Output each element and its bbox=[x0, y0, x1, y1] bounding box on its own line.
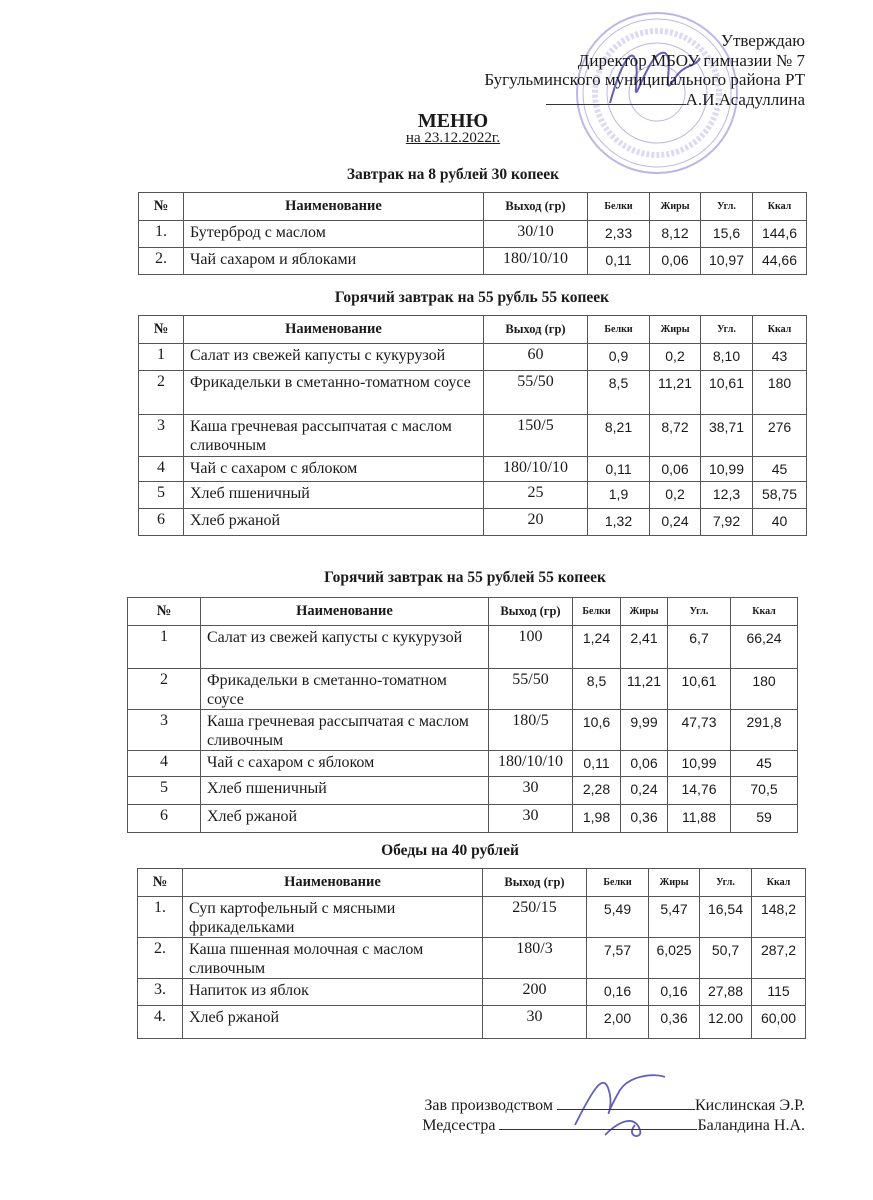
dish-name: Чай с сахаром с яблоком bbox=[184, 457, 484, 482]
row-number: 1 bbox=[139, 344, 184, 371]
fat-value: 9,99 bbox=[621, 710, 668, 751]
section-title: Завтрак на 8 рублей 30 копеек bbox=[346, 166, 560, 183]
footer-name-2: Баландина Н.А. bbox=[697, 1117, 805, 1134]
dish-name: Хлеб пшеничный bbox=[201, 777, 489, 805]
kcal-value: 287,2 bbox=[752, 938, 806, 979]
column-header-protein: Белки bbox=[588, 316, 650, 344]
fat-value: 6,025 bbox=[649, 938, 700, 979]
page-title: МЕНЮ bbox=[417, 110, 489, 132]
column-header-num: № bbox=[139, 316, 184, 344]
dish-name: Напиток из яблок bbox=[183, 979, 483, 1006]
footer-line-2 bbox=[422, 1115, 805, 1136]
carbs-value: 6,7 bbox=[668, 626, 731, 669]
dish-name: Чай с сахаром с яблоком bbox=[201, 751, 489, 777]
carbs-value: 10,97 bbox=[701, 248, 753, 275]
row-number: 1. bbox=[139, 221, 184, 248]
carbs-value: 10,61 bbox=[668, 669, 731, 710]
column-header-protein: Белки bbox=[587, 869, 649, 897]
row-number: 2. bbox=[138, 938, 183, 979]
table-header-row bbox=[128, 598, 798, 626]
protein-value: 0,11 bbox=[588, 457, 650, 482]
column-header-name: Наименование bbox=[183, 869, 483, 897]
row-number: 3 bbox=[128, 710, 201, 751]
kcal-value: 45 bbox=[731, 751, 798, 777]
table-row bbox=[139, 221, 807, 248]
approval-block bbox=[484, 31, 805, 109]
column-header-kcal: Ккал bbox=[752, 869, 806, 897]
dish-name: Каша гречневая рассыпчатая с маслом сливочным bbox=[184, 415, 484, 457]
output-weight: 30 bbox=[483, 1006, 587, 1039]
carbs-value: 8,10 bbox=[701, 344, 753, 371]
output-weight: 55/50 bbox=[489, 669, 573, 710]
kcal-value: 70,5 bbox=[731, 777, 798, 805]
output-weight: 200 bbox=[483, 979, 587, 1006]
dish-name: Фрикадельки в сметанно-томатном соусе bbox=[184, 371, 484, 415]
table-row bbox=[139, 371, 807, 415]
fat-value: 0,36 bbox=[621, 805, 668, 833]
fat-value: 0,2 bbox=[650, 482, 701, 509]
approval-line-2: Директор МБОУ гимназии № 7 bbox=[577, 50, 805, 70]
kcal-value: 144,6 bbox=[753, 221, 807, 248]
table-row bbox=[128, 710, 798, 751]
column-header-output: Выход (гр) bbox=[484, 316, 588, 344]
column-header-fat: Жиры bbox=[649, 869, 700, 897]
section-title: Горячий завтрак на 55 рублей 55 копеек bbox=[324, 569, 606, 586]
carbs-value: 12.00 bbox=[700, 1006, 752, 1039]
dish-name: Чай сахаром и яблоками bbox=[184, 248, 484, 275]
column-header-num: № bbox=[138, 869, 183, 897]
kcal-value: 40 bbox=[753, 509, 807, 536]
row-number: 3 bbox=[139, 415, 184, 457]
dish-name: Салат из свежей капусты с кукурузой bbox=[184, 344, 484, 371]
carbs-value: 10,61 bbox=[701, 371, 753, 415]
output-weight: 180/10/10 bbox=[484, 457, 588, 482]
column-header-protein: Белки bbox=[588, 193, 650, 221]
protein-value: 1,9 bbox=[588, 482, 650, 509]
section-title: Обеды на 40 рублей bbox=[381, 842, 519, 859]
output-weight: 100 bbox=[489, 626, 573, 669]
kcal-value: 180 bbox=[731, 669, 798, 710]
column-header-num: № bbox=[128, 598, 201, 626]
table-row bbox=[139, 457, 807, 482]
protein-value: 0,16 bbox=[587, 979, 649, 1006]
kcal-value: 43 bbox=[753, 344, 807, 371]
table-header-row bbox=[139, 316, 807, 344]
table-header-row bbox=[139, 193, 807, 221]
section-title: Горячий завтрак на 55 рубль 55 копеек bbox=[334, 289, 610, 306]
dish-name: Хлеб ржаной bbox=[201, 805, 489, 833]
dish-name: Фрикадельки в сметанно-томатном соусе bbox=[201, 669, 489, 710]
signature-line bbox=[499, 1115, 697, 1130]
fat-value: 5,47 bbox=[649, 897, 700, 938]
column-header-fat: Жиры bbox=[650, 316, 701, 344]
fat-value: 0,24 bbox=[621, 777, 668, 805]
row-number: 6 bbox=[139, 509, 184, 536]
column-header-fat: Жиры bbox=[621, 598, 668, 626]
carbs-value: 27,88 bbox=[700, 979, 752, 1006]
approval-line-3: Бугульминского муниципального района РТ bbox=[484, 70, 805, 89]
table-row bbox=[139, 344, 807, 371]
output-weight: 60 bbox=[484, 344, 588, 371]
carbs-value: 11,88 bbox=[668, 805, 731, 833]
output-weight: 180/5 bbox=[489, 710, 573, 751]
output-weight: 180/3 bbox=[483, 938, 587, 979]
protein-value: 0,11 bbox=[588, 248, 650, 275]
protein-value: 5,49 bbox=[587, 897, 649, 938]
output-weight: 250/15 bbox=[483, 897, 587, 938]
dish-name: Каша пшенная молочная с маслом сливочным bbox=[183, 938, 483, 979]
column-header-name: Наименование bbox=[184, 316, 484, 344]
kcal-value: 45 bbox=[753, 457, 807, 482]
column-header-kcal: Ккал bbox=[753, 193, 807, 221]
kcal-value: 60,00 bbox=[752, 1006, 806, 1039]
row-number: 2 bbox=[139, 371, 184, 415]
protein-value: 1,98 bbox=[573, 805, 621, 833]
carbs-value: 50,7 bbox=[700, 938, 752, 979]
row-number: 5 bbox=[139, 482, 184, 509]
table-row bbox=[138, 897, 806, 938]
table-row bbox=[139, 482, 807, 509]
carbs-value: 47,73 bbox=[668, 710, 731, 751]
protein-value: 8,5 bbox=[588, 371, 650, 415]
protein-value: 0,9 bbox=[588, 344, 650, 371]
carbs-value: 15,6 bbox=[701, 221, 753, 248]
dish-name: Суп картофельный с мясными фрикадельками bbox=[183, 897, 483, 938]
fat-value: 11,21 bbox=[621, 669, 668, 710]
output-weight: 180/10/10 bbox=[484, 248, 588, 275]
column-header-output: Выход (гр) bbox=[489, 598, 573, 626]
footer-role-1: Зав производством bbox=[424, 1097, 553, 1114]
footer-role-2: Медсестра bbox=[422, 1117, 496, 1134]
row-number: 2. bbox=[139, 248, 184, 275]
row-number: 6 bbox=[128, 805, 201, 833]
output-weight: 180/10/10 bbox=[489, 751, 573, 777]
fat-value: 0,24 bbox=[650, 509, 701, 536]
protein-value: 1,24 bbox=[573, 626, 621, 669]
kcal-value: 66,24 bbox=[731, 626, 798, 669]
fat-value: 0,06 bbox=[621, 751, 668, 777]
fat-value: 0,36 bbox=[649, 1006, 700, 1039]
row-number: 1 bbox=[128, 626, 201, 669]
fat-value: 0,06 bbox=[650, 457, 701, 482]
output-weight: 25 bbox=[484, 482, 588, 509]
signature-line bbox=[546, 90, 686, 105]
table-row bbox=[139, 248, 807, 275]
row-number: 4. bbox=[138, 1006, 183, 1039]
table-row bbox=[128, 751, 798, 777]
protein-value: 2,28 bbox=[573, 777, 621, 805]
carbs-value: 16,54 bbox=[700, 897, 752, 938]
table-row bbox=[128, 669, 798, 710]
column-header-kcal: Ккал bbox=[753, 316, 807, 344]
carbs-value: 10,99 bbox=[668, 751, 731, 777]
table-header-row bbox=[138, 869, 806, 897]
column-header-carbs: Угл. bbox=[701, 193, 753, 221]
protein-value: 7,57 bbox=[587, 938, 649, 979]
carbs-value: 10,99 bbox=[701, 457, 753, 482]
dish-name: Хлеб пшеничный bbox=[184, 482, 484, 509]
kcal-value: 59 bbox=[731, 805, 798, 833]
footer-name-1: Кислинская Э.Р. bbox=[695, 1097, 805, 1114]
column-header-carbs: Угл. bbox=[668, 598, 731, 626]
output-weight: 30 bbox=[489, 777, 573, 805]
dish-name: Бутерброд с маслом bbox=[184, 221, 484, 248]
table-row bbox=[139, 415, 807, 457]
dish-name: Каша гречневая рассыпчатая с маслом сливочным bbox=[201, 710, 489, 751]
fat-value: 0,2 bbox=[650, 344, 701, 371]
menu-table bbox=[127, 597, 798, 833]
fat-value: 2,41 bbox=[621, 626, 668, 669]
fat-value: 8,72 bbox=[650, 415, 701, 457]
column-header-name: Наименование bbox=[201, 598, 489, 626]
footer-line-1 bbox=[424, 1095, 805, 1116]
column-header-protein: Белки bbox=[573, 598, 621, 626]
protein-value: 1,32 bbox=[588, 509, 650, 536]
kcal-value: 44,66 bbox=[753, 248, 807, 275]
carbs-value: 7,92 bbox=[701, 509, 753, 536]
kcal-value: 58,75 bbox=[753, 482, 807, 509]
row-number: 1. bbox=[138, 897, 183, 938]
table-row bbox=[128, 626, 798, 669]
output-weight: 55/50 bbox=[484, 371, 588, 415]
row-number: 4 bbox=[139, 457, 184, 482]
fat-value: 8,12 bbox=[650, 221, 701, 248]
output-weight: 30 bbox=[489, 805, 573, 833]
menu-date: на 23.12.2022г. bbox=[405, 130, 501, 146]
signature-line bbox=[557, 1095, 695, 1110]
kcal-value: 276 bbox=[753, 415, 807, 457]
table-row bbox=[139, 509, 807, 536]
table-row bbox=[138, 938, 806, 979]
protein-value: 8,5 bbox=[573, 669, 621, 710]
fat-value: 11,21 bbox=[650, 371, 701, 415]
table-row bbox=[128, 777, 798, 805]
dish-name: Хлеб ржаной bbox=[183, 1006, 483, 1039]
output-weight: 20 bbox=[484, 509, 588, 536]
column-header-output: Выход (гр) bbox=[484, 193, 588, 221]
protein-value: 2,33 bbox=[588, 221, 650, 248]
protein-value: 0,11 bbox=[573, 751, 621, 777]
protein-value: 8,21 bbox=[588, 415, 650, 457]
fat-value: 0,16 bbox=[649, 979, 700, 1006]
menu-table bbox=[137, 868, 806, 1039]
column-header-num: № bbox=[139, 193, 184, 221]
output-weight: 150/5 bbox=[484, 415, 588, 457]
column-header-carbs: Угл. bbox=[700, 869, 752, 897]
table-row bbox=[138, 1006, 806, 1039]
output-weight: 30/10 bbox=[484, 221, 588, 248]
dish-name: Салат из свежей капусты с кукурузой bbox=[201, 626, 489, 669]
column-header-output: Выход (гр) bbox=[483, 869, 587, 897]
kcal-value: 148,2 bbox=[752, 897, 806, 938]
fat-value: 0,06 bbox=[650, 248, 701, 275]
row-number: 4 bbox=[128, 751, 201, 777]
menu-table bbox=[138, 192, 807, 275]
column-header-carbs: Угл. bbox=[701, 316, 753, 344]
column-header-kcal: Ккал bbox=[731, 598, 798, 626]
menu-table bbox=[138, 315, 807, 536]
kcal-value: 180 bbox=[753, 371, 807, 415]
carbs-value: 38,71 bbox=[701, 415, 753, 457]
approval-line-1: Утверждаю bbox=[720, 31, 805, 50]
table-row bbox=[128, 805, 798, 833]
row-number: 2 bbox=[128, 669, 201, 710]
carbs-value: 14,76 bbox=[668, 777, 731, 805]
row-number: 3. bbox=[138, 979, 183, 1006]
kcal-value: 291,8 bbox=[731, 710, 798, 751]
protein-value: 10,6 bbox=[573, 710, 621, 751]
dish-name: Хлеб ржаной bbox=[184, 509, 484, 536]
carbs-value: 12,3 bbox=[701, 482, 753, 509]
kcal-value: 115 bbox=[752, 979, 806, 1006]
approval-signer: А.И.Асадуллина bbox=[685, 89, 805, 109]
row-number: 5 bbox=[128, 777, 201, 805]
table-row bbox=[138, 979, 806, 1006]
protein-value: 2,00 bbox=[587, 1006, 649, 1039]
column-header-fat: Жиры bbox=[650, 193, 701, 221]
column-header-name: Наименование bbox=[184, 193, 484, 221]
